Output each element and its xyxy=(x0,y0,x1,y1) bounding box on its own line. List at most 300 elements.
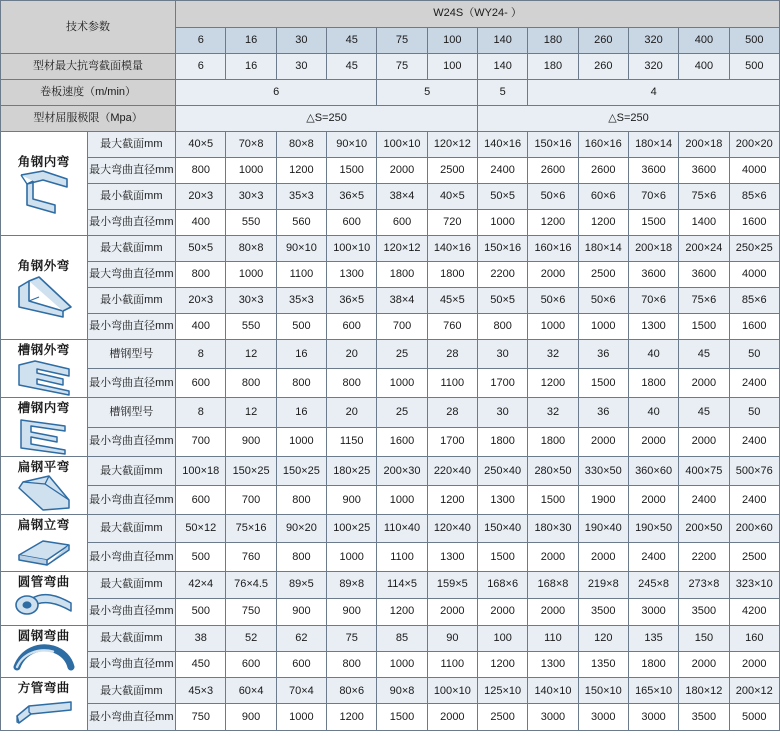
section-line-label: 最小弯曲直径mm xyxy=(87,543,176,571)
section-line-label: 最大截面mm xyxy=(87,678,176,704)
section-value-cell: 40×5 xyxy=(176,132,226,158)
section-line-label: 槽钢型号 xyxy=(87,398,176,427)
section-value-cell: 140×16 xyxy=(427,236,477,262)
section-value-cell: 2500 xyxy=(427,158,477,184)
section-title: 扁钢平弯 xyxy=(17,459,70,474)
section-value-cell: 1400 xyxy=(679,210,729,236)
section-value-cell: 85 xyxy=(377,625,427,651)
section-value-cell: 700 xyxy=(377,314,427,340)
section-line-label: 最小弯曲直径mm xyxy=(87,652,176,678)
section-value-cell: 190×50 xyxy=(628,515,678,543)
section-value-cell: 2000 xyxy=(477,598,527,625)
section-value-cell: 35×3 xyxy=(276,288,326,314)
model-number-cell: 140 xyxy=(477,27,527,54)
section-value-cell: 2000 xyxy=(528,262,578,288)
model-number-cell: 400 xyxy=(679,27,729,54)
section-row xyxy=(1,427,780,456)
section-value-cell: 1800 xyxy=(628,369,678,398)
param-group-cell: 5 xyxy=(377,80,478,106)
section-value-cell: 250×40 xyxy=(477,456,527,485)
section-value-cell: 1600 xyxy=(729,314,779,340)
section-row xyxy=(1,158,780,184)
section-value-cell: 168×6 xyxy=(477,571,527,598)
section-value-cell: 38×4 xyxy=(377,184,427,210)
channel-steel-inner-bend-icon xyxy=(13,416,75,456)
section-value-cell: 40 xyxy=(628,340,678,369)
section-value-cell: 2000 xyxy=(628,427,678,456)
section-value-cell: 180×12 xyxy=(679,678,729,704)
section-value-cell: 150×10 xyxy=(578,678,628,704)
section-value-cell: 42×4 xyxy=(176,571,226,598)
section-value-cell: 1600 xyxy=(729,210,779,236)
section-value-cell: 50×5 xyxy=(176,236,226,262)
section-value-cell: 2000 xyxy=(578,427,628,456)
section-value-cell: 75×6 xyxy=(679,288,729,314)
section-row xyxy=(1,678,780,704)
section-value-cell: 500 xyxy=(176,543,226,571)
section-value-cell: 200×30 xyxy=(377,456,427,485)
model-number-cell: 45 xyxy=(327,27,377,54)
section-value-cell: 38×4 xyxy=(377,288,427,314)
section-value-cell: 1300 xyxy=(477,485,527,514)
section-value-cell: 2000 xyxy=(679,369,729,398)
section-value-cell: 160×16 xyxy=(528,236,578,262)
section-value-cell: 168×8 xyxy=(528,571,578,598)
model-title-cell: W24S（WY24- ） xyxy=(176,1,780,28)
section-row xyxy=(1,340,780,369)
section-value-cell: 70×6 xyxy=(628,184,678,210)
section-line-label: 最小弯曲直径mm xyxy=(87,427,176,456)
section-row xyxy=(1,314,780,340)
section-value-cell: 160×16 xyxy=(578,132,628,158)
section-value-cell: 35×3 xyxy=(276,184,326,210)
param-group-cell: 6 xyxy=(176,80,377,106)
section-value-cell: 1000 xyxy=(377,485,427,514)
section-value-cell: 159×5 xyxy=(427,571,477,598)
section-value-cell: 600 xyxy=(226,652,276,678)
section-value-cell: 125×10 xyxy=(477,678,527,704)
section-line-label: 最大弯曲直径mm xyxy=(87,158,176,184)
section-value-cell: 12 xyxy=(226,340,276,369)
section-row xyxy=(1,625,780,651)
angle-steel-outer-bend-icon xyxy=(13,273,75,319)
section-value-cell: 1100 xyxy=(427,369,477,398)
section-value-cell: 1000 xyxy=(477,210,527,236)
section-value-cell: 800 xyxy=(276,485,326,514)
section-value-cell: 2000 xyxy=(528,598,578,625)
param-value-cell: 180 xyxy=(528,54,578,80)
section-value-cell: 2000 xyxy=(679,427,729,456)
section-value-cell: 2000 xyxy=(628,485,678,514)
param-value-cell: 320 xyxy=(628,54,678,80)
section-value-cell: 2200 xyxy=(679,543,729,571)
section-value-cell: 400 xyxy=(176,210,226,236)
section-value-cell: 1000 xyxy=(377,369,427,398)
section-value-cell: 2000 xyxy=(729,652,779,678)
section-value-cell: 800 xyxy=(226,369,276,398)
section-value-cell: 1800 xyxy=(477,427,527,456)
section-value-cell: 90×20 xyxy=(276,515,326,543)
section-value-cell: 2000 xyxy=(679,652,729,678)
section-value-cell: 180×25 xyxy=(327,456,377,485)
section-flat-steel-flat-bend-icon xyxy=(1,456,88,514)
section-value-cell: 1300 xyxy=(427,543,477,571)
section-value-cell: 36 xyxy=(578,340,628,369)
section-value-cell: 60×4 xyxy=(226,678,276,704)
section-value-cell: 3600 xyxy=(679,262,729,288)
section-value-cell: 150×40 xyxy=(477,515,527,543)
param-row xyxy=(1,80,780,106)
section-value-cell: 150×16 xyxy=(477,236,527,262)
section-value-cell: 16 xyxy=(276,398,326,427)
section-title: 方管弯曲 xyxy=(17,681,70,696)
section-value-cell: 28 xyxy=(427,340,477,369)
section-value-cell: 1300 xyxy=(327,262,377,288)
section-value-cell: 200×18 xyxy=(679,132,729,158)
section-value-cell: 3500 xyxy=(679,598,729,625)
param-value-cell: 45 xyxy=(327,54,377,80)
section-row xyxy=(1,288,780,314)
channel-steel-outer-bend-icon xyxy=(13,357,75,397)
section-value-cell: 1000 xyxy=(226,158,276,184)
section-value-cell: 52 xyxy=(226,625,276,651)
section-value-cell: 20 xyxy=(327,340,377,369)
section-value-cell: 1150 xyxy=(327,427,377,456)
section-line-label: 最小弯曲直径mm xyxy=(87,485,176,514)
section-value-cell: 100×10 xyxy=(427,678,477,704)
section-value-cell: 90×8 xyxy=(377,678,427,704)
section-value-cell: 50 xyxy=(729,340,779,369)
section-value-cell: 220×40 xyxy=(427,456,477,485)
section-value-cell: 90 xyxy=(427,625,477,651)
section-value-cell: 75×16 xyxy=(226,515,276,543)
section-value-cell: 45×3 xyxy=(176,678,226,704)
section-line-label: 最小弯曲直径mm xyxy=(87,598,176,625)
section-value-cell: 3500 xyxy=(679,704,729,730)
section-value-cell: 1000 xyxy=(377,652,427,678)
section-value-cell: 500×76 xyxy=(729,456,779,485)
section-line-label: 最大截面mm xyxy=(87,571,176,598)
param-row xyxy=(1,106,780,132)
section-value-cell: 30×3 xyxy=(226,184,276,210)
section-value-cell: 16 xyxy=(276,340,326,369)
section-line-label: 最小截面mm xyxy=(87,184,176,210)
section-row xyxy=(1,704,780,730)
section-value-cell: 200×50 xyxy=(679,515,729,543)
section-row xyxy=(1,571,780,598)
square-tube-bend-icon xyxy=(13,696,75,730)
section-value-cell: 3000 xyxy=(528,704,578,730)
section-value-cell: 50×6 xyxy=(528,288,578,314)
section-value-cell: 32 xyxy=(528,340,578,369)
section-value-cell: 30×3 xyxy=(226,288,276,314)
flat-steel-edge-bend-icon xyxy=(13,533,75,571)
param-title-cell: 技术参数 xyxy=(1,1,176,54)
section-value-cell: 323×10 xyxy=(729,571,779,598)
section-value-cell: 70×6 xyxy=(628,288,678,314)
section-value-cell: 120×12 xyxy=(427,132,477,158)
section-value-cell: 1100 xyxy=(377,543,427,571)
section-title: 槽钢内弯 xyxy=(17,401,70,416)
section-value-cell: 3600 xyxy=(628,262,678,288)
section-value-cell: 76×4.5 xyxy=(226,571,276,598)
section-value-cell: 75×6 xyxy=(679,184,729,210)
section-row xyxy=(1,210,780,236)
section-value-cell: 90×10 xyxy=(276,236,326,262)
section-value-cell: 600 xyxy=(377,210,427,236)
section-value-cell: 80×8 xyxy=(276,132,326,158)
section-angle-steel-outer-bend-icon xyxy=(1,236,88,340)
section-value-cell: 1200 xyxy=(528,210,578,236)
model-number-cell: 75 xyxy=(377,27,427,54)
section-value-cell: 3000 xyxy=(628,704,678,730)
section-value-cell: 28 xyxy=(427,398,477,427)
param-value-cell: 140 xyxy=(477,54,527,80)
section-line-label: 槽钢型号 xyxy=(87,340,176,369)
section-value-cell: 36×5 xyxy=(327,184,377,210)
section-line-label: 最大截面mm xyxy=(87,456,176,485)
section-value-cell: 700 xyxy=(176,427,226,456)
param-value-cell: 75 xyxy=(377,54,427,80)
section-title: 角钢内弯 xyxy=(17,154,70,169)
section-value-cell: 800 xyxy=(276,369,326,398)
section-value-cell: 50×6 xyxy=(528,184,578,210)
section-value-cell: 1200 xyxy=(578,210,628,236)
param-value-cell: 30 xyxy=(276,54,326,80)
section-round-steel-bend-icon xyxy=(1,625,88,677)
section-row xyxy=(1,262,780,288)
param-group-cell: △S=250 xyxy=(176,106,478,132)
section-row xyxy=(1,543,780,571)
section-value-cell: 200×24 xyxy=(679,236,729,262)
section-value-cell: 1800 xyxy=(628,652,678,678)
section-value-cell: 550 xyxy=(226,210,276,236)
section-value-cell: 1200 xyxy=(477,652,527,678)
section-row xyxy=(1,236,780,262)
section-value-cell: 80×8 xyxy=(226,236,276,262)
section-value-cell: 1200 xyxy=(276,158,326,184)
section-value-cell: 5000 xyxy=(729,704,779,730)
model-number-cell: 500 xyxy=(729,27,779,54)
param-value-cell: 100 xyxy=(427,54,477,80)
section-value-cell: 700 xyxy=(226,485,276,514)
section-value-cell: 2200 xyxy=(477,262,527,288)
section-row xyxy=(1,515,780,543)
section-round-tube-bend-icon xyxy=(1,571,88,625)
section-value-cell: 1100 xyxy=(276,262,326,288)
section-value-cell: 760 xyxy=(226,543,276,571)
section-value-cell: 800 xyxy=(176,158,226,184)
section-value-cell: 600 xyxy=(327,210,377,236)
section-value-cell: 75 xyxy=(327,625,377,651)
section-value-cell: 360×60 xyxy=(628,456,678,485)
section-value-cell: 900 xyxy=(226,704,276,730)
section-value-cell: 2400 xyxy=(729,485,779,514)
section-value-cell: 273×8 xyxy=(679,571,729,598)
section-line-label: 最小弯曲直径mm xyxy=(87,704,176,730)
section-value-cell: 100×10 xyxy=(327,236,377,262)
table-header-row xyxy=(1,1,780,28)
section-value-cell: 3600 xyxy=(628,158,678,184)
section-value-cell: 89×5 xyxy=(276,571,326,598)
section-value-cell: 100×18 xyxy=(176,456,226,485)
section-value-cell: 3000 xyxy=(578,704,628,730)
section-value-cell: 180×14 xyxy=(578,236,628,262)
section-title: 槽钢外弯 xyxy=(17,343,70,357)
section-value-cell: 100×10 xyxy=(377,132,427,158)
section-value-cell: 600 xyxy=(176,369,226,398)
section-row xyxy=(1,369,780,398)
section-row xyxy=(1,456,780,485)
model-number-cell: 16 xyxy=(226,27,276,54)
section-value-cell: 40×5 xyxy=(427,184,477,210)
section-value-cell: 800 xyxy=(176,262,226,288)
section-line-label: 最大截面mm xyxy=(87,515,176,543)
section-value-cell: 8 xyxy=(176,340,226,369)
section-value-cell: 2400 xyxy=(477,158,527,184)
section-value-cell: 1000 xyxy=(226,262,276,288)
round-tube-bend-icon xyxy=(13,589,75,625)
section-value-cell: 2500 xyxy=(477,704,527,730)
model-number-cell: 6 xyxy=(176,27,226,54)
section-value-cell: 20×3 xyxy=(176,288,226,314)
section-value-cell: 1200 xyxy=(528,369,578,398)
param-value-cell: 6 xyxy=(176,54,226,80)
section-value-cell: 400 xyxy=(176,314,226,340)
section-value-cell: 1000 xyxy=(276,704,326,730)
section-value-cell: 12 xyxy=(226,398,276,427)
section-value-cell: 25 xyxy=(377,340,427,369)
section-row xyxy=(1,184,780,210)
section-value-cell: 150×25 xyxy=(276,456,326,485)
model-number-cell: 320 xyxy=(628,27,678,54)
section-value-cell: 60×6 xyxy=(578,184,628,210)
section-line-label: 最小弯曲直径mm xyxy=(87,369,176,398)
section-value-cell: 120×12 xyxy=(377,236,427,262)
section-value-cell: 30 xyxy=(477,398,527,427)
section-value-cell: 150×25 xyxy=(226,456,276,485)
section-value-cell: 800 xyxy=(276,543,326,571)
param-value-cell: 500 xyxy=(729,54,779,80)
section-value-cell: 3500 xyxy=(578,598,628,625)
section-value-cell: 1000 xyxy=(528,314,578,340)
section-angle-steel-inner-bend-icon xyxy=(1,132,88,236)
section-value-cell: 3000 xyxy=(628,598,678,625)
param-group-cell: 4 xyxy=(528,80,780,106)
section-value-cell: 1300 xyxy=(628,314,678,340)
model-number-cell: 30 xyxy=(276,27,326,54)
section-value-cell: 280×50 xyxy=(528,456,578,485)
section-value-cell: 400×75 xyxy=(679,456,729,485)
section-value-cell: 900 xyxy=(327,598,377,625)
section-title: 角钢外弯 xyxy=(17,258,70,273)
section-value-cell: 1500 xyxy=(679,314,729,340)
section-value-cell: 150×16 xyxy=(528,132,578,158)
section-value-cell: 500 xyxy=(176,598,226,625)
section-value-cell: 900 xyxy=(327,485,377,514)
section-value-cell: 38 xyxy=(176,625,226,651)
model-number-cell: 100 xyxy=(427,27,477,54)
angle-steel-inner-bend-icon xyxy=(13,169,75,215)
section-value-cell: 1500 xyxy=(477,543,527,571)
section-value-cell: 45 xyxy=(679,340,729,369)
round-steel-bend-icon xyxy=(13,643,75,677)
section-value-cell: 1500 xyxy=(377,704,427,730)
section-value-cell: 20×3 xyxy=(176,184,226,210)
section-row xyxy=(1,485,780,514)
section-value-cell: 500 xyxy=(276,314,326,340)
model-number-cell: 180 xyxy=(528,27,578,54)
section-value-cell: 560 xyxy=(276,210,326,236)
section-value-cell: 140×16 xyxy=(477,132,527,158)
section-value-cell: 1800 xyxy=(528,427,578,456)
section-value-cell: 1500 xyxy=(327,158,377,184)
section-value-cell: 160 xyxy=(729,625,779,651)
param-row-label: 型材最大抗弯截面模量 xyxy=(1,54,176,80)
section-value-cell: 150 xyxy=(679,625,729,651)
section-value-cell: 200×20 xyxy=(729,132,779,158)
section-value-cell: 1100 xyxy=(427,652,477,678)
section-value-cell: 750 xyxy=(176,704,226,730)
section-value-cell: 250×25 xyxy=(729,236,779,262)
section-value-cell: 200×12 xyxy=(729,678,779,704)
section-value-cell: 180×14 xyxy=(628,132,678,158)
section-value-cell: 36 xyxy=(578,398,628,427)
section-value-cell: 110×40 xyxy=(377,515,427,543)
section-value-cell: 40 xyxy=(628,398,678,427)
section-row xyxy=(1,598,780,625)
section-value-cell: 2400 xyxy=(729,369,779,398)
section-value-cell: 4200 xyxy=(729,598,779,625)
section-value-cell: 89×8 xyxy=(327,571,377,598)
section-value-cell: 50×12 xyxy=(176,515,226,543)
section-value-cell: 85×6 xyxy=(729,184,779,210)
section-value-cell: 1800 xyxy=(377,262,427,288)
section-value-cell: 1900 xyxy=(578,485,628,514)
section-value-cell: 1200 xyxy=(427,485,477,514)
section-value-cell: 100 xyxy=(477,625,527,651)
section-value-cell: 1700 xyxy=(477,369,527,398)
section-value-cell: 2400 xyxy=(679,485,729,514)
section-value-cell: 114×5 xyxy=(377,571,427,598)
section-line-label: 最大截面mm xyxy=(87,236,176,262)
section-value-cell: 800 xyxy=(327,652,377,678)
section-value-cell: 600 xyxy=(176,485,226,514)
section-value-cell: 900 xyxy=(276,598,326,625)
section-value-cell: 4000 xyxy=(729,158,779,184)
section-value-cell: 4000 xyxy=(729,262,779,288)
section-value-cell: 450 xyxy=(176,652,226,678)
section-value-cell: 70×8 xyxy=(226,132,276,158)
section-value-cell: 190×40 xyxy=(578,515,628,543)
section-value-cell: 800 xyxy=(477,314,527,340)
section-value-cell: 550 xyxy=(226,314,276,340)
section-value-cell: 110 xyxy=(528,625,578,651)
section-value-cell: 2000 xyxy=(427,704,477,730)
section-value-cell: 760 xyxy=(427,314,477,340)
section-value-cell: 1200 xyxy=(377,598,427,625)
section-value-cell: 1350 xyxy=(578,652,628,678)
section-value-cell: 20 xyxy=(327,398,377,427)
section-row xyxy=(1,652,780,678)
section-value-cell: 1800 xyxy=(427,262,477,288)
section-value-cell: 750 xyxy=(226,598,276,625)
section-value-cell: 1000 xyxy=(327,543,377,571)
section-value-cell: 100×25 xyxy=(327,515,377,543)
section-value-cell: 600 xyxy=(276,652,326,678)
param-row-label: 卷板速度（m/min） xyxy=(1,80,176,106)
section-value-cell: 1000 xyxy=(276,427,326,456)
